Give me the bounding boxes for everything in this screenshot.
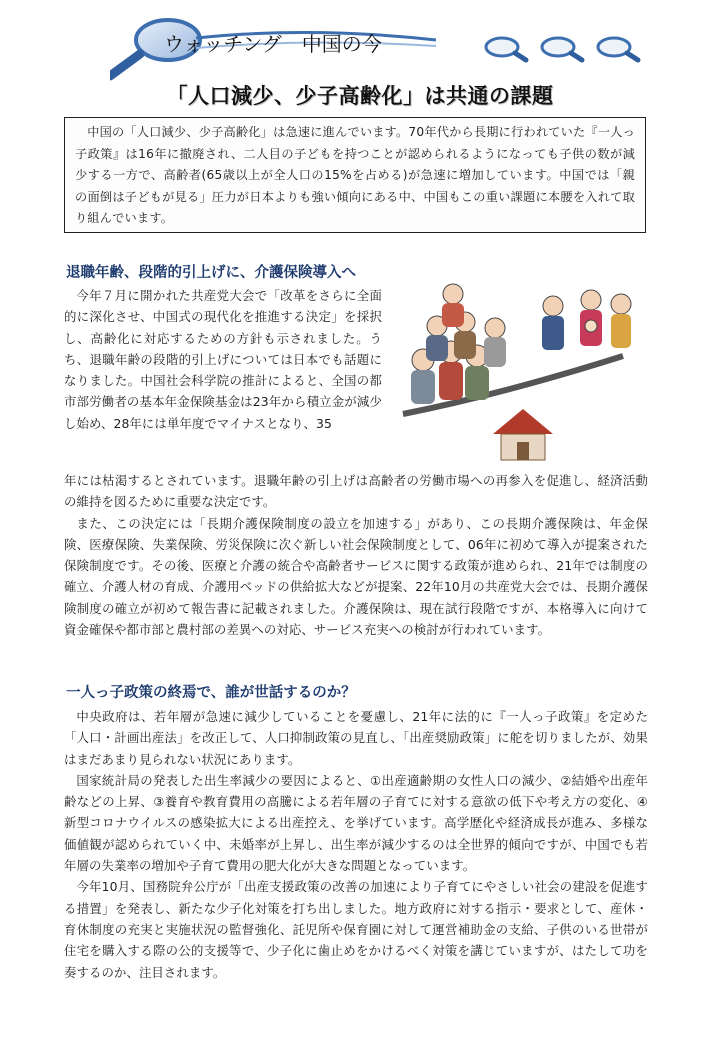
mini-magnifiers-decoration [478, 34, 658, 64]
section1-heading: 退職年齢、段階的引上げに、介護保険導入へ [66, 265, 356, 281]
section2-paragraph3: 今年10月、国務院弁公庁が「出産支援政策の改善の加速により子育てにやさしい社会の建設を促進する措置」を発表し、新たな少子化対策を打ち出しました。地方政府に対する指示・要求として、産休・育休制度の充実と実施状況の監督強化、託児所や保育園に対して運営補助金の支給、子供のいる世帯が住宅を購入する際の公的支援等で、少子化に歯止めをかけるべく対策を講じていますが、はたして功を奏するのか、注目されます。 [64, 879, 648, 980]
section1-paragraph1-rest: 年には枯渇するとされています。退職年齢の引上げは高齢者の労働市場への再参入を促進し、経済活動の維持を図るために重要な決定です。 [64, 473, 648, 510]
section1-body-continued [64, 470, 648, 640]
section1-paragraph1 [64, 285, 382, 434]
section2-paragraph2: 国家統計局の発表した出生率減少の要因によると、①出産適齢期の女性人口の減少、②結婚や出産年齢などの上昇、③養育や教育費用の高騰による若年層の子育てに対する意欲の低下や考え方の変化、④新型コロナウイルスの感染拡大による出産控え、を挙げています。高学歴化や経済成長が進み、多様な価値観が認められていく中、未婚率が上昇し、出生率が減少するのは全世界的傾向ですが、中国でも若年層の失業率の増加や子育て費用の肥大化が大きな問題となっています。 [64, 772, 648, 874]
section2-body [64, 706, 648, 983]
series-title: ウォッチング 中国の今 [164, 32, 382, 56]
section1-paragraph1-text: 今年７月に開かれた共産党大会で「改革をさらに全面的に深化させ、中国式の現代化を推進する決定」を採択し、高齢化に対応するための方針も示されました。うち、退職年齢の段階的引上げについては日本でも話題になりました。中国社会科学院の推計によると、全国の都市部労働者の基本年金保険基金は23年から積立金が減少し始め、28年には単年度でマイナスとなり、35 [64, 288, 382, 431]
aging-society-illustration [383, 264, 643, 464]
page-title: 「人口減少、少子高齢化」は共通の課題 [166, 84, 554, 108]
header-band [0, 0, 720, 80]
section2-paragraph1: 中央政府は、若年層が急速に減少していることを憂慮し、21年に法的に『一人っ子政策』を定めた「人口・計画出産法」を改正して、人口抑制政策の見直し、「出産奨励政策」に舵を切りましたが、効果はまだあまり見られない状況にあります。 [64, 709, 648, 767]
section2-heading: 一人っ子政策の終焉で、誰が世話するのか？ [66, 685, 356, 701]
section1-paragraph2: また、この決定には「長期介護保険制度の設立を加速する」があり、この長期介護保険は、年金保険、医療保険、失業保険、労災保険に次ぐ新しい社会保険制度として、06年に初めて導入が提案された保険制度です。その後、医療と介護の統合や高齢者サービスに関する政策が進められ、21年では制度の確立、介護人材の育成、介護用ベッドの供給拡大などが提案、22年10月の共産党大会では、長期介護保険制度の確立が初めて報告書に記載されました。介護保険は、現在試行段階ですが、本格導入に向けて資金確保や都市部と農村部の差異への対応、サービス充実への検討が行われています。 [64, 515, 648, 638]
lead-summary-box: 中国の「人口減少、少子高齢化」は急速に進んでいます。70年代から長期に行われていた『一人っ子政策』は16年に撤廃され、二人目の子どもを持つことが認められるようになっても子供の数が減少する一方で、高齢者(65歳以上が全人口の15%を占める)が急速に増加しています。中国では「親の面倒は子どもが見る」圧力が日本よりも強い傾向にある中、中国もこの重い課題に本腰を入れて取り組んでいます。 [64, 117, 646, 233]
